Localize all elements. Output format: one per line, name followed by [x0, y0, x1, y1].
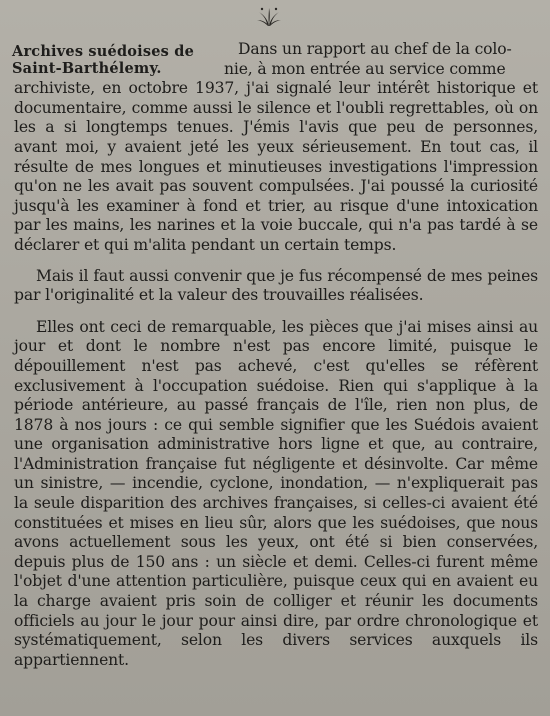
section-heading-line2: Saint-Barthélemy. — [12, 60, 162, 77]
body-text — [14, 40, 538, 670]
paragraph-2: Mais il faut aussi convenir que je fus récompensé de mes peines par l'originalité et la valeur des trouvailles réalisées. — [14, 266, 538, 305]
paragraph-1-line-1: Dans un rapport au chef de la colo- — [238, 40, 512, 58]
paragraph-3: Elles ont ceci de remarquable, les pièces que j'ai mises ainsi au jour et dont le nombre n'est pas encore limité, puisque le dépouillement n'est pas achevé, c'est qu'elles se réfèrent exclusivement à l'occupation suédoise. Rien qui s'applique à la période antérieure, au passé français de l'île, rien non plus, de 1878 à nos jours : ce qui semble signifier que les Suédois avaient une organisation administrative hors ligne et que, au contraire, l'Administration française fut négligente et désinvolte. Car même un sinistre, — incendie, cyclone, inondation, — n'expliquerait pas la seule disparition des archives françaises, si celles-ci avaient été constituées et mises en lieu sûr, alors que les suédoises, que nous avons actuellement sous les yeux, ont été si bien conservées, depuis plus de 150 ans : un siècle et demi. Celles-ci furent même l'objet d'une attention particulière, puisque ceux qui en avaient eu la charge avaient pris soin de colliger et réunir les documents officiels au jour le jour pour ainsi dire, par ordre chronologique et systématiquement, selon les divers services auxquels ils appartiennent. — [14, 317, 538, 669]
paragraph-1-line-2: nie, à mon entrée au service comme — [224, 59, 506, 78]
section-heading-line1: Archives suédoises de — [12, 43, 195, 60]
paragraph-1-body: archiviste, en octobre 1937, j'ai signalé leur intérêt historique et documentaire, comme aussi le silence et l'oubli regrettables, où on les a si longtemps tenues. J'émis l'avis que peu de personnes, avant moi, y avaient jeté les yeux sérieusement. En tout cas, il résulte de mes longues et minutieuses investigations l'impression qu'on ne les avait pas souvent compulsées. J'ai poussé la curiosité jusqu'à les examiner à fond et trier, au risque d'une intoxication par les mains, les narines et la voie buccale, qui n'a pas tardé à se déclarer et qui m'alita pendant un certain temps. — [14, 79, 538, 254]
floral-ornament-icon — [254, 6, 284, 28]
